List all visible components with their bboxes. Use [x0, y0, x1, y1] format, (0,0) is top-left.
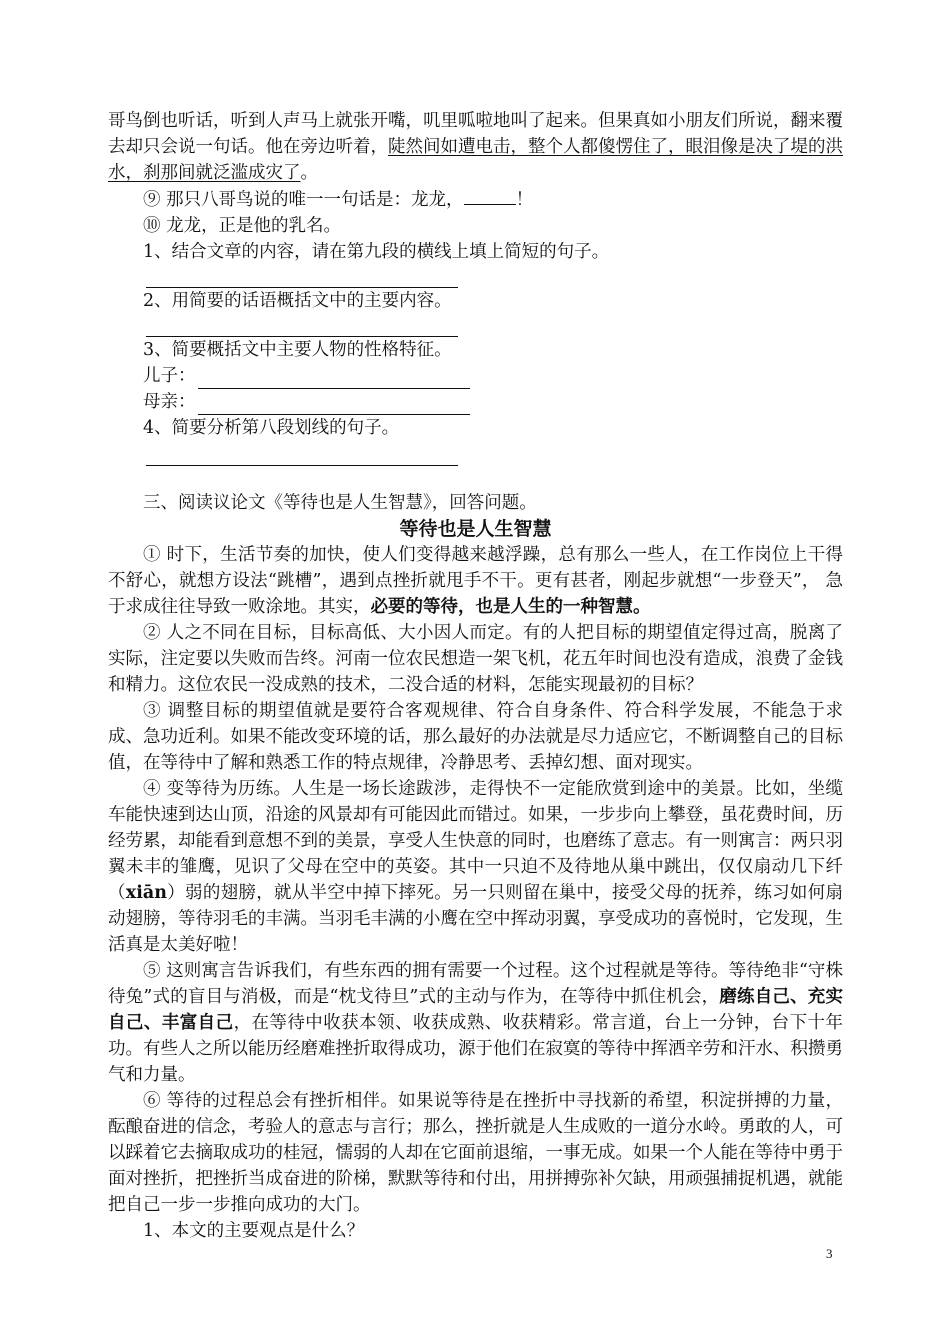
text: ，在等待中收获本领、收获成熟、收获精彩。常言道，台上一分钟，台下十年功。有些人之所以能历经磨难挫折取得成功，源于他们在寂寞的等待中挥洒辛劳和汗水、积攒勇气和力量。	[108, 1013, 843, 1085]
article-paragraph-1	[108, 542, 843, 620]
bold-phrase: 磨练自己、充实自己、丰富自己	[108, 987, 843, 1033]
text: ⑨ 那只八哥鸟说的唯一一句话是：龙龙，	[143, 190, 464, 210]
text: 哥鸟倒也听话，听到人声马上就张开嘴，叽里呱啦地叫了起来。但果真如小朋友们所说，翻来覆去却只会说一句话。他在旁边听着，	[108, 111, 843, 157]
page-number: 3	[826, 1246, 833, 1261]
article-question-1: 1、本文的主要观点是什么？	[143, 1221, 365, 1241]
text: 。	[300, 163, 318, 183]
answer-row-mother	[143, 389, 843, 415]
answer-row-son	[143, 363, 843, 389]
paragraph-8-end	[108, 108, 843, 186]
article-paragraph-4	[108, 776, 843, 958]
paragraph-9	[108, 186, 843, 213]
spacer	[108, 466, 843, 490]
answer-line-4[interactable]	[146, 441, 458, 466]
question-2: 2、用简要的话语概括文中的主要内容。	[143, 291, 452, 311]
answer-line-2[interactable]	[146, 314, 458, 337]
fill-blank[interactable]	[464, 186, 516, 205]
thesis-bold: 必要的等待，也是人生的一种智慧。	[370, 597, 651, 617]
document-page	[108, 108, 843, 1244]
paragraph-10: ⑩ 龙龙，正是他的乳名。	[143, 216, 342, 236]
text: ）弱的翅膀，就从半空中掉下摔死。另一只则留在巢中，接受父母的抚养，练习如何扇动翅膀，等待羽毛的丰满。当羽毛丰满的小鹰在空中挥动羽翼，享受成功的喜悦时，它发现，生活真是太美好啦！	[108, 883, 844, 955]
question-1: 1、结合文章的内容，请在第九段的横线上填上简短的句子。	[143, 242, 610, 262]
article-title: 等待也是人生智慧	[399, 518, 552, 540]
mother-label: 母亲：	[143, 392, 196, 412]
article-paragraph-3: ③ 调整目标的期望值就是要符合客观规律、符合自身条件、符合科学发展，不能急于求成、急功近利。如果不能改变环境的话，那么最好的办法就是尽力适应它，不断调整自己的目标值，在等待中了解和熟悉工作的特点规律，冷静思考、丢掉幻想、面对现实。	[108, 701, 843, 773]
article-paragraph-5	[108, 958, 843, 1088]
text: ④ 变等待为历练。人生是一场长途跋涉，走得快不一定能欣赏到途中的美景。比如，坐缆车能快速到达山顶，沿途的风景却有可能因此而错过。如果，一步步向上攀登，虽花费时间，历经劳累，却能看到意想不到的美景，享受人生快意的同时，也磨练了意志。有一则寓言：两只羽翼未丰的雏鹰，见识了父母在空中的英姿。其中一只迫不及待地从巢中跳出，仅仅扇动几下纤（	[108, 779, 843, 903]
text: ！	[515, 190, 534, 210]
mother-answer-line[interactable]	[198, 394, 470, 415]
article-paragraph-2: ② 人之不同在目标，目标高低、大小因人而定。有的人把目标的期望值定得过高，脱离了实际，注定要以失败而告终。河南一位农民想造一架飞机，花五年时间也没有造成，浪费了金钱和精力。这位农民一没成熟的技术，二没合适的材料，怎能实现最初的目标？	[108, 623, 843, 695]
question-3: 3、简要概括文中主要人物的性格特征。	[143, 340, 452, 360]
son-answer-line[interactable]	[198, 368, 470, 389]
article-paragraph-6: ⑥ 等待的过程总会有挫折相伴。如果说等待是在挫折中寻找新的希望，积淀拼搏的力量，酝酿奋进的信念，考验人的意志与言行；那么，挫折就是人生成败的一道分水岭。勇敢的人，可以踩着它去摘取成功的桂冠，懦弱的人却在它面前退缩，一事无成。如果一个人能在等待中勇于面对挫折，把挫折当成奋进的阶梯，默默等待和付出，用拼搏弥补欠缺，用顽强捕捉机遇，就能把自己一步一步推向成功的大门。	[108, 1091, 843, 1215]
underlined-sentence: 陡然间如遭电击，整个人都傻愣住了，眼泪像是决了堤的洪水，刹那间就泛滥成灾了	[108, 137, 843, 183]
answer-line-1[interactable]	[146, 265, 458, 288]
text: ⑤ 这则寓言告诉我们，有些东西的拥有需要一个过程。这个过程就是等待。等待绝非“守株待兔”式的盲目与消极，而是“枕戈待旦”式的主动与作为，在等待中抓住机会，	[108, 961, 843, 1007]
son-label: 儿子：	[143, 366, 196, 386]
section-intro: 三、阅读议论文《等待也是人生智慧》，回答问题。	[143, 493, 537, 513]
question-4: 4、简要分析第八段划线的句子。	[143, 418, 400, 438]
pinyin: xiān	[125, 883, 167, 903]
text: ① 时下，生活节奏的加快，使人们变得越来越浮躁，总有那么一些人，在工作岗位上干得不舒心，就想方设法“跳槽”，遇到点挫折就甩手不干。更有甚者，刚起步就想“一步登天”， 急于求成往往导致一败涂地。其实，	[108, 545, 843, 617]
